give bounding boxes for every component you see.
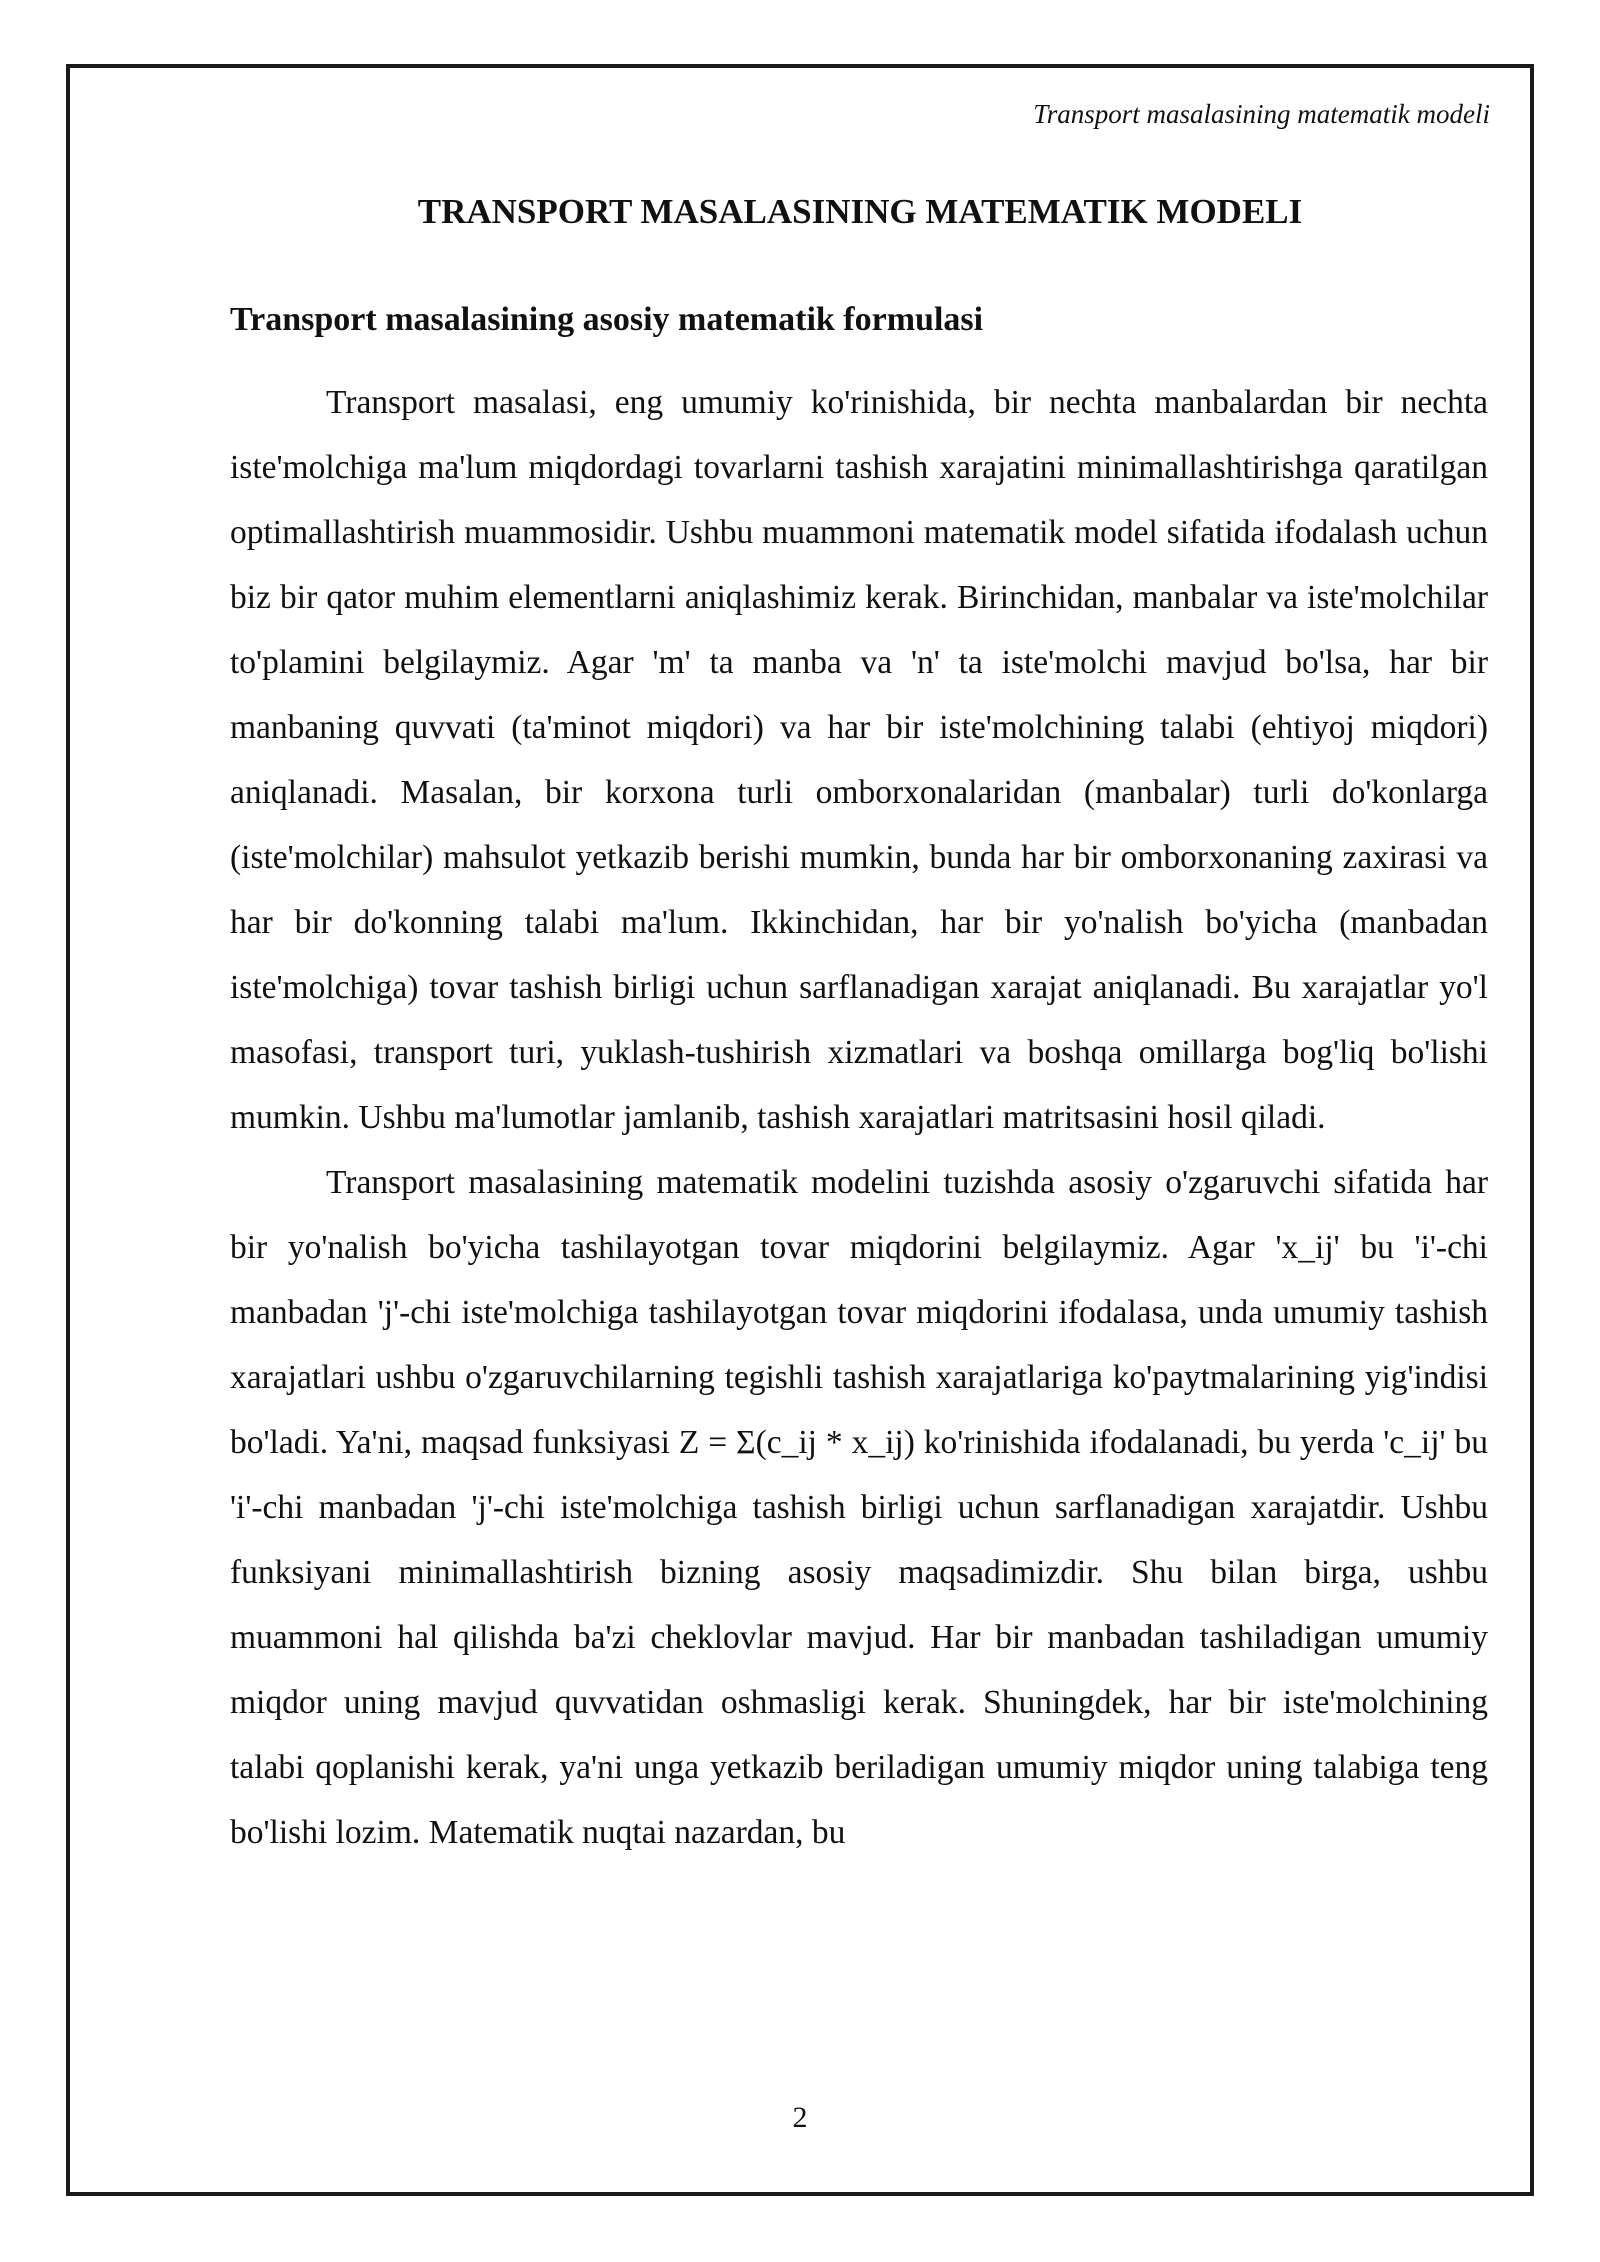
document-title: TRANSPORT MASALASINING MATEMATIK MODELI (417, 192, 1303, 231)
page-number: 2 (792, 2101, 808, 2134)
paragraph-1: Transport masalasi, eng umumiy ko'rinishida, bir nechta manbalardan bir nechta iste'molchiga ma'lum miqdordagi tovarlarni tashish xarajatini minimallashtirishga qaratilgan optimallashtirish muammosidir. Ushbu muammoni matematik model sifatida ifodalash uchun biz bir qator muhim elementlarni aniqlashimiz kerak. Birinchidan, manbalar va iste'molchilar to'plamini belgilaymiz. Agar 'm' ta manba va 'n' ta iste'molchi mavjud bo'lsa, har bir manbaning quvvati (ta'minot miqdori) va har bir iste'molchining talabi (ehtiyoj miqdori) aniqlanadi. Masalan, bir korxona turli omborxonalaridan (manbalar) turli do'konlarga (iste'molchilar) mahsulot yetkazib berishi mumkin, bunda har bir omborxonaning zaxirasi va har bir do'konning talabi ma'lum. Ikkinchidan, har bir yo'nalish bo'yicha (manbadan iste'molchiga) tovar tashish birligi uchun sarflanadigan xarajat aniqlanadi. Bu xarajatlar yo'l masofasi, transport turi, yuklash-tushirish xizmatlari va boshqa omillarga bog'liq bo'lishi mumkin. Ushbu ma'lumotlar jamlanib, tashish xarajatlari matritsasini hosil qiladi. (230, 384, 1488, 1136)
paragraph-2: Transport masalasining matematik modelini tuzishda asosiy o'zgaruvchi sifatida har bir yo'nalish bo'yicha tashilayotgan tovar miqdorini belgilaymiz. Agar 'x_ij' bu 'i'-chi manbadan 'j'-chi iste'molchiga tashilayotgan tovar miqdorini ifodalasa, unda umumiy tashish xarajatlari ushbu o'zgaruvchilarning tegishli tashish xarajatlariga ko'paytmalarining yig'indisi bo'ladi. Ya'ni, maqsad funksiyasi Z = Σ(c_ij * x_ij) ko'rinishida ifodalanadi, bu yerda 'c_ij' bu 'i'-chi manbadan 'j'-chi iste'molchiga tashish birligi uchun sarflanadigan xarajatdir. Ushbu funksiyani minimallashtirish bizning asosiy maqsadimizdir. Shu bilan birga, ushbu muammoni hal qilishda ba'zi cheklovlar mavjud. Har bir manbadan tashiladigan umumiy miqdor uning mavjud quvvatidan oshmasligi kerak. Shuningdek, har bir iste'molchining talabi qoplanishi kerak, ya'ni unga yetkazib beriladigan umumiy miqdor uning talabiga teng bo'lishi lozim. Matematik nuqtai nazardan, bu (230, 1164, 1488, 1851)
running-header: Transport masalasining matematik modeli (1033, 99, 1490, 129)
section-heading: Transport masalasining asosiy matematik formulasi (230, 301, 984, 338)
body-text (230, 370, 1488, 1865)
